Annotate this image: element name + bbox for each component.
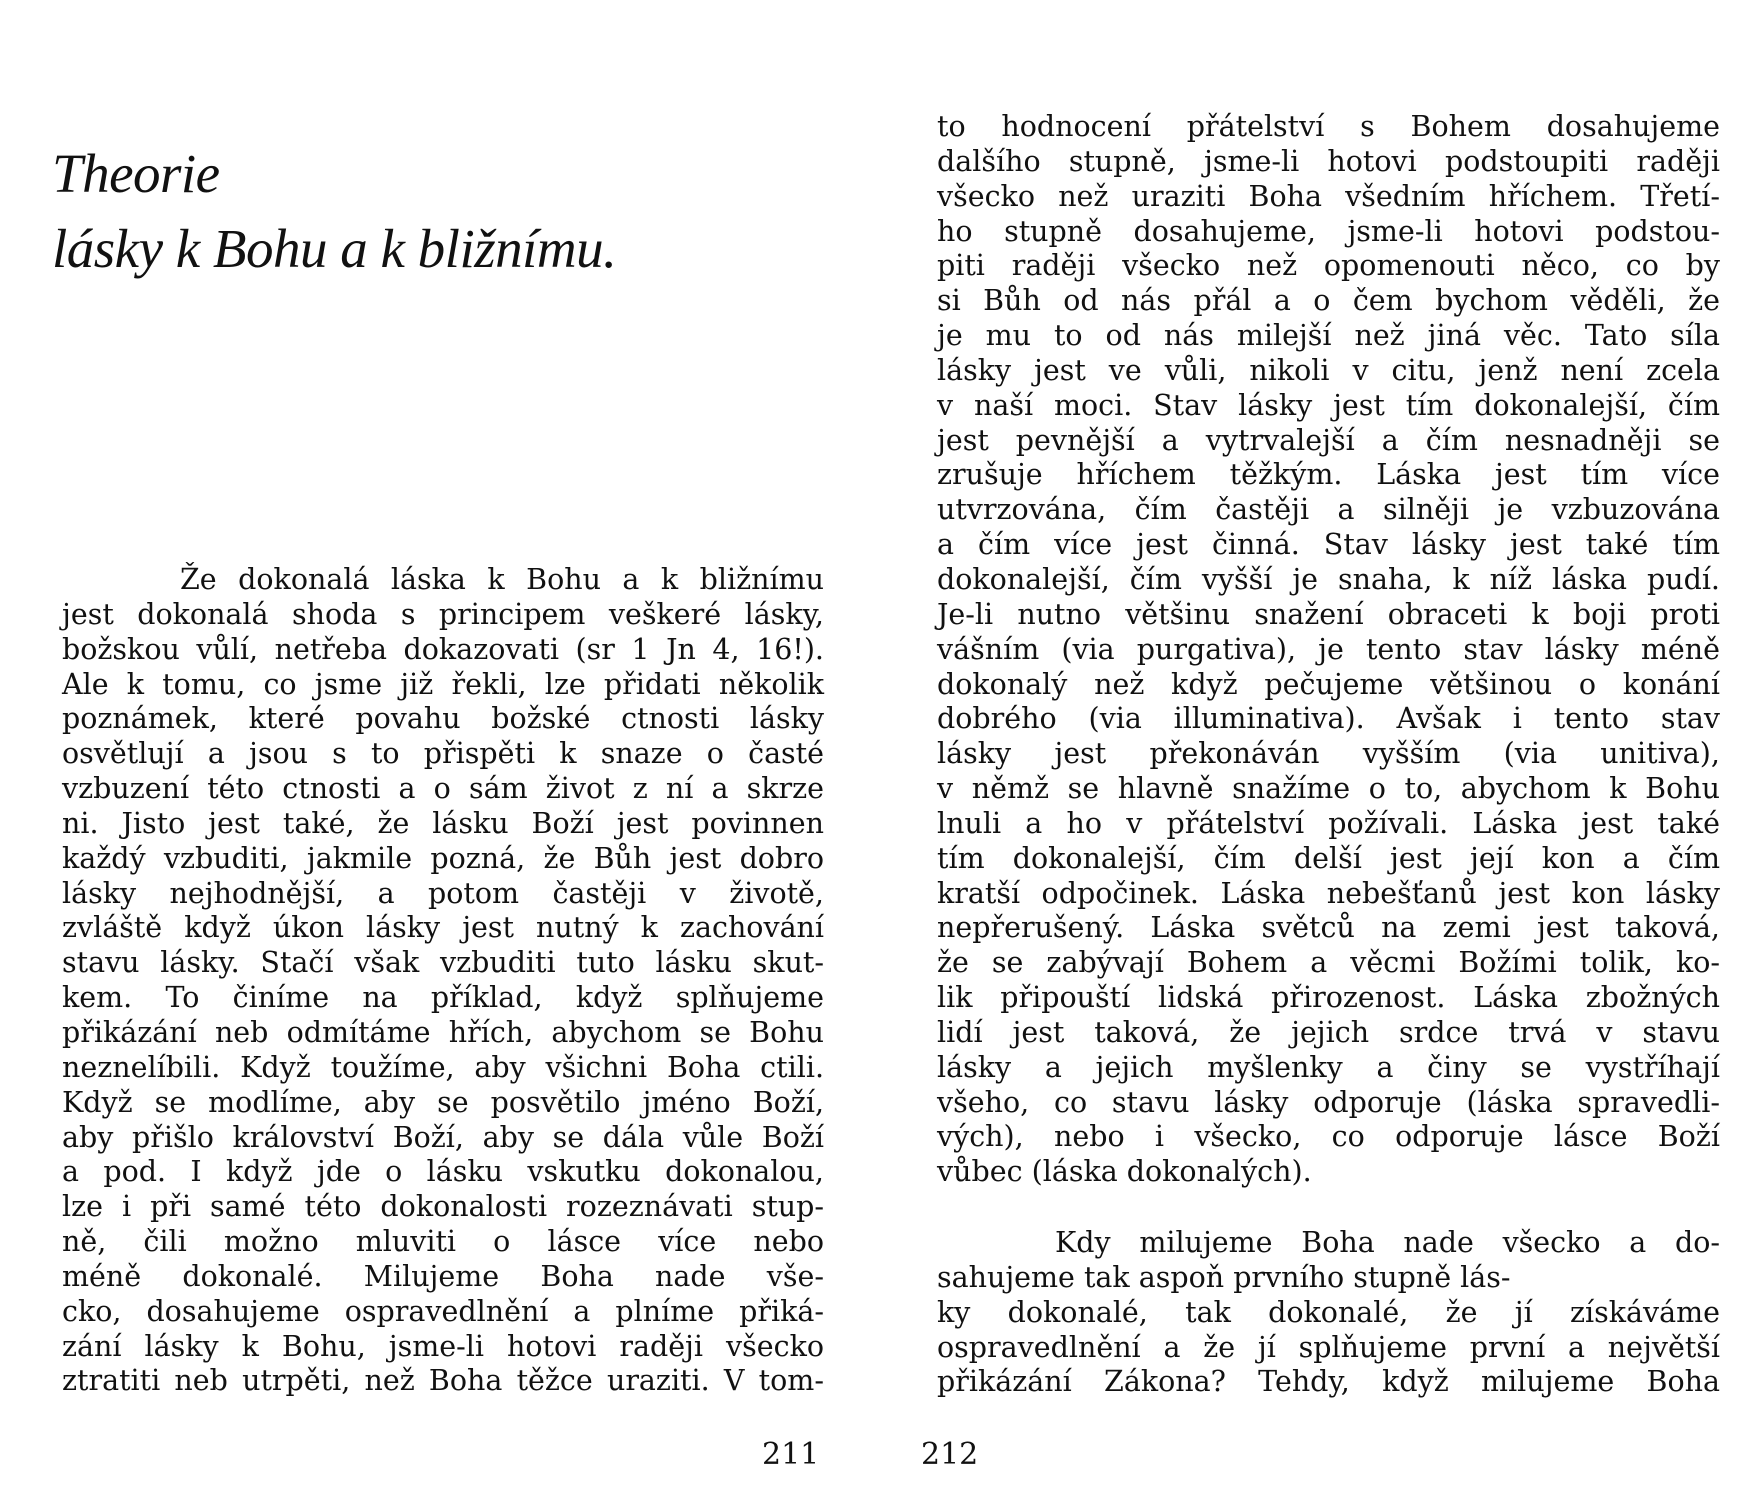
paragraph-line: lásky jest ve vůli, nikoli v citu, jenž není zcela	[937, 353, 1721, 387]
paragraph-line: že se zabývají Bohem a věcmi Božími tolik, ko-	[937, 946, 1721, 980]
paragraph-line: lik připouští lidská přirozenost. Láska zbožných	[937, 981, 1720, 1015]
paragraph-line: lze i při samé této dokonalosti rozeznávati stup-	[62, 1190, 825, 1224]
paragraph-line: ky dokonalé, tak dokonalé, že jí získáváme	[937, 1295, 1720, 1329]
paragraph-line: vzbuzení této ctnosti a o sám život z ní a skrze	[62, 772, 825, 806]
paragraph-line: Když se modlíme, aby se posvětilo jméno Boží,	[62, 1085, 825, 1119]
paragraph-line: kratší odpočinek. Láska nebešťanů jest kon lásky	[937, 876, 1720, 910]
paragraph-line: ho stupně dosahujeme, jsme-li hotovi podstou-	[937, 214, 1721, 248]
paragraph-line: dobrého (via illuminativa). Avšak i tento stav	[937, 702, 1721, 736]
chapter-title	[52, 136, 812, 286]
page-number-left: 211	[762, 1437, 820, 1472]
paragraph-line: ně, čili možno mluviti o lásce více nebo	[62, 1225, 825, 1259]
paragraph-line: zvláště když úkon lásky jest nutný k zachování	[62, 911, 825, 945]
paragraph-line: neznelíbili. Když toužíme, aby všichni Boha ctili.	[62, 1050, 825, 1084]
chapter-title-line: lásky k Bohu a k bližnímu.	[52, 218, 617, 279]
paragraph-line: přikázání Zákona? Tehdy, když milujeme Boha	[937, 1365, 1720, 1399]
paragraph-line: božskou vůlí, netřeba dokazovati (sr 1 Jn 4, 16!).	[62, 632, 824, 666]
paragraph-line: lásky jest překonáván vyšším (via unitiva),	[937, 737, 1720, 771]
paragraph-line: lidí jest taková, že jejich srdce trvá v stavu	[937, 1015, 1720, 1049]
paragraph-line: cko, dosahujeme ospravedlnění a plníme přiká-	[62, 1294, 824, 1328]
paragraph-line: dokonalý než když pečujeme většinou o konání	[937, 667, 1720, 701]
paragraph-line: Že dokonalá láska k Bohu a k bližnímu	[180, 563, 824, 596]
paragraph-line: vášním (via purgativa), je tento stav lásky méně	[937, 632, 1720, 666]
paragraph-line: poznámek, které povahu božské ctnosti lásky	[62, 702, 824, 736]
paragraph-line: stavu lásky. Stačí však vzbuditi tuto lásku skut-	[62, 946, 825, 980]
chapter-title-line: Theorie	[52, 143, 220, 204]
paragraph-line: přikázání neb odmítáme hřích, abychom se Bohu	[62, 1015, 824, 1049]
paragraph-line: vých), nebo i všecko, co odporuje lásce Boží	[937, 1120, 1720, 1154]
paragraph-line: si Bůh od nás přál a o čem bychom věděli, že	[937, 284, 1721, 318]
paragraph-line: dokonalejší, čím vyšší je snaha, k níž láska pudí.	[937, 562, 1720, 596]
paragraph-line: každý vzbuditi, jakmile pozná, že Bůh jest dobro	[62, 841, 824, 875]
paragraph-line: to hodnocení přátelství s Bohem dosahujeme	[937, 110, 1721, 143]
paragraph-line: zrušuje hříchem těžkým. Láska jest tím více	[937, 458, 1720, 492]
paragraph-line: osvětlují a jsou s to přispěti k snaze o časté	[62, 737, 825, 771]
paragraph-line: vůbec (láska dokonalých).	[937, 1155, 1312, 1189]
paragraph-line: zání lásky k Bohu, jsme-li hotovi raději všecko	[62, 1329, 825, 1363]
left-page-paragraph	[62, 563, 824, 1399]
paragraph-line: Kdy milujeme Boha nade všecko a do-	[1055, 1226, 1721, 1259]
paragraph-line: ni. Jisto jest také, že lásku Boží jest povinnen	[62, 806, 824, 840]
paragraph-line: tím dokonalejší, čím delší jest její kon a čím	[937, 841, 1720, 875]
paragraph-line: lásky nejhodnější, a potom častěji v životě,	[62, 876, 824, 910]
paragraph-line: ospravedlnění a že jí splňujeme první a největší	[937, 1330, 1721, 1364]
paragraph-line: a čím více jest činná. Stav lásky jest také tím	[937, 528, 1720, 562]
paragraph-line: utvrzována, čím častěji a silněji je vzbuzována	[937, 493, 1720, 527]
right-page	[871, 0, 1742, 1500]
paragraph-line: v naší moci. Stav lásky jest tím dokonalejší, čím	[937, 388, 1720, 422]
paragraph-line: lnuli a ho v přátelství požívali. Láska jest také	[937, 806, 1721, 840]
paragraph-line: ztratiti neb utrpěti, než Boha těžce uraziti. V tom-	[62, 1364, 824, 1398]
paragraph-line: všecko než uraziti Boha všedním hříchem. Třetí-	[937, 179, 1720, 213]
paragraph-line: nepřerušený. Láska světců na zemi jest taková,	[937, 911, 1720, 945]
paragraph-line: sahujeme tak aspoň prvního stupně lás-	[937, 1260, 1511, 1294]
paragraph-line: Ale k tomu, co jsme již řekli, lze přidati několik	[62, 667, 825, 701]
paragraph-line: Je-li nutno většinu snažení obraceti k boji proti	[937, 597, 1720, 631]
paragraph-line: jest dokonalá shoda s principem veškeré lásky,	[62, 597, 824, 631]
paragraph-line: méně dokonalé. Milujeme Boha nade vše-	[62, 1259, 824, 1293]
paragraph-line: kem. To činíme na příklad, když splňujeme	[62, 981, 824, 1015]
paragraph-line: a pod. I když jde o lásku vskutku dokonalou,	[62, 1155, 824, 1189]
page-number-right: 212	[921, 1437, 979, 1472]
paragraph-line: lásky a jejich myšlenky a činy se vystříhají	[937, 1050, 1720, 1084]
paragraph-line: je mu to od nás milejší než jiná věc. Tato síla	[937, 319, 1721, 353]
paragraph-line: aby přišlo království Boží, aby se dála vůle Boží	[62, 1120, 825, 1154]
paragraph-line: jest pevnější a vytrvalejší a čím nesnadněji se	[937, 423, 1720, 457]
paragraph-line: piti raději všecko než opomenouti něco, co by	[937, 249, 1720, 283]
paragraph-line: všeho, co stavu lásky odporuje (láska spravedli-	[937, 1085, 1720, 1119]
paragraph-line: dalšího stupně, jsme-li hotovi podstoupiti raději	[937, 144, 1721, 178]
paragraph-line: v němž se hlavně snažíme o to, abychom k Bohu	[937, 772, 1720, 806]
right-page-paragraph-2	[937, 1226, 1720, 1400]
right-page-paragraph-1	[937, 110, 1720, 1190]
